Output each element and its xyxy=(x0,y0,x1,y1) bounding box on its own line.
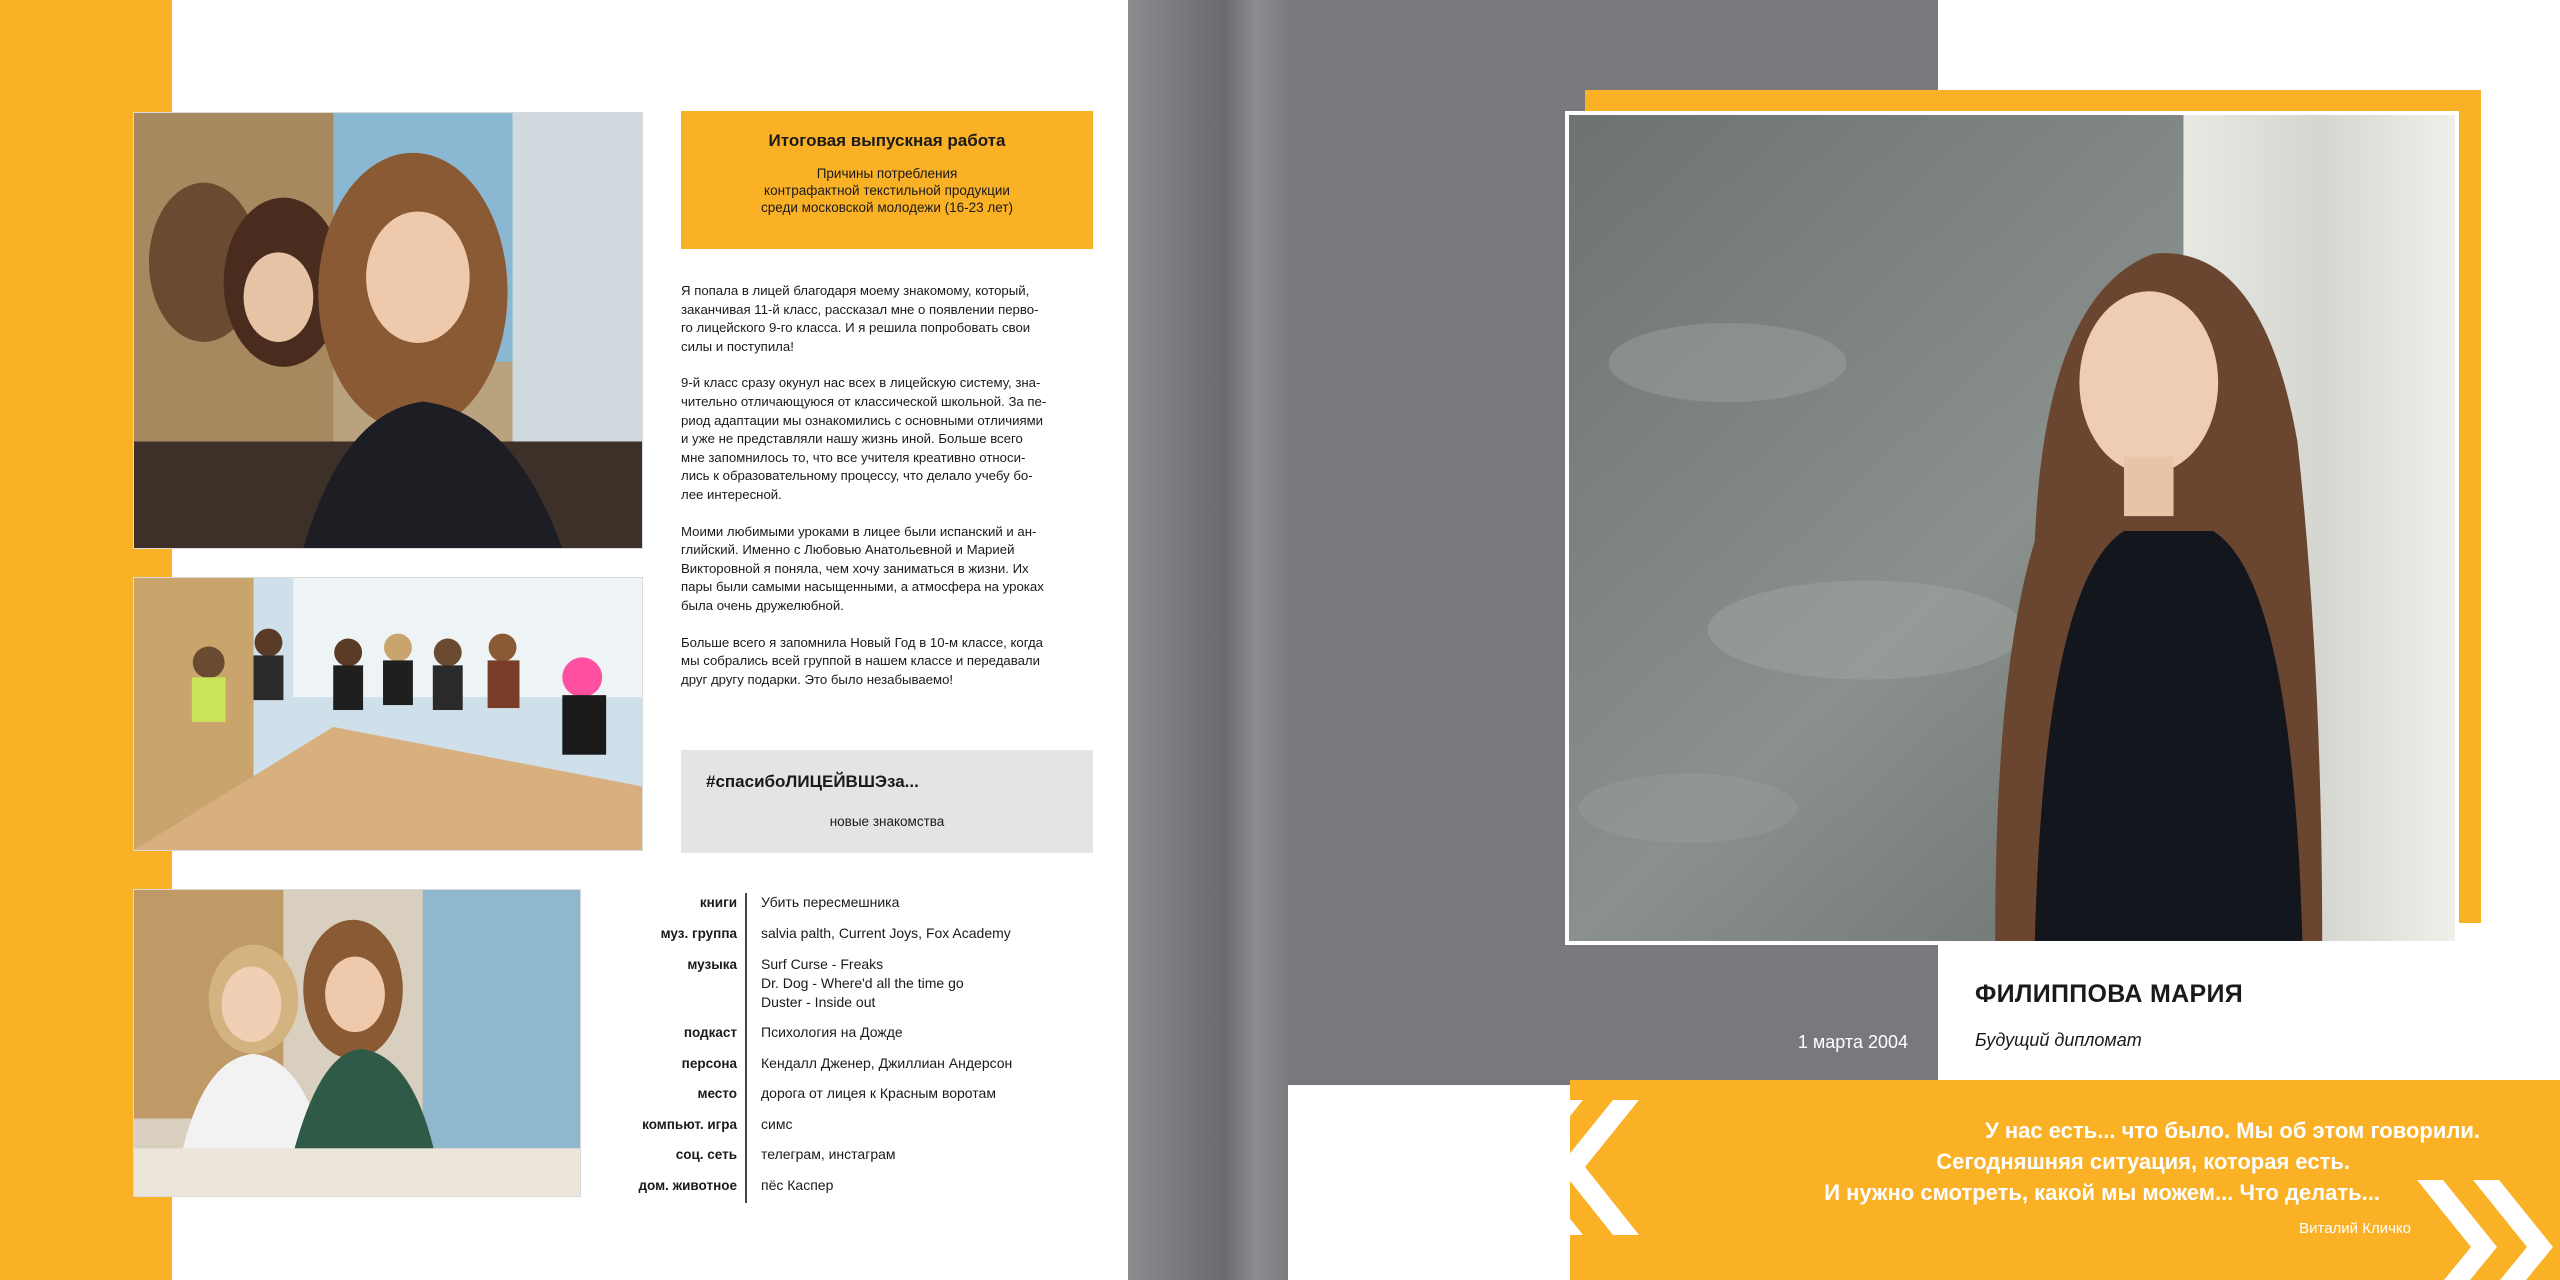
hashtag-box xyxy=(681,750,1093,853)
fact-value: Кендалл Дженер, Джиллиан Андерсон xyxy=(761,1055,1013,1071)
chevron-right-icon xyxy=(2415,1180,2560,1280)
quote-author: Виталий Кличко xyxy=(2299,1220,2411,1237)
thesis-title: Итоговая выпускная работа xyxy=(768,131,1006,150)
fact-key: подкаст xyxy=(683,1025,737,1040)
quote-line: У нас есть... что было. Мы об этом говорили. xyxy=(1985,1118,2480,1143)
fact-key: место xyxy=(697,1086,737,1101)
fact-key: компьют. игра xyxy=(642,1117,737,1132)
fact-key: соц. сеть xyxy=(675,1147,737,1162)
book-gutter xyxy=(1128,0,1288,1280)
fact-value: телеграм, инстаграм xyxy=(761,1146,896,1162)
essay-paragraph: 9-й класс сразу окунул нас всех в лицейскую систему, зна- чительно отличающуюся от классической школьной. За пе- риод адаптации мы ознакомились с основными отличиями и уже не представляли нашу жизнь иной. Больше всего мне запомнилось то, что все учителя креативно относи- лись к образовательному процессу, что делало учебу бо- лее интересной. xyxy=(681,375,1047,502)
facts-divider xyxy=(745,893,747,1203)
thesis-box xyxy=(681,111,1093,249)
essay-paragraph: Больше всего я запомнила Новый Год в 10-м классе, когда мы собрались всей группой в нашем классе и передавали друг другу подарки. Это было незабываемо! xyxy=(681,634,1044,687)
fact-key: книги xyxy=(699,895,737,910)
fact-key: дом. животное xyxy=(638,1178,737,1193)
fact-value: пёс Каспер xyxy=(761,1177,834,1193)
essay-paragraph: Я попала в лицей благодаря моему знакомому, который, заканчивая 11-й класс, рассказал мне о появлении перво- го лицейского 9-го класса. И я решила попробовать свои силы и поступила! xyxy=(681,283,1039,354)
thesis-topic: Причины потребления контрафактной текстильной продукции среди московской молодежи (16-23 лет) xyxy=(760,166,1014,215)
fact-key: персона xyxy=(681,1056,737,1071)
quote-text xyxy=(1580,1115,2480,1208)
fact-key: музыка xyxy=(687,957,737,972)
essay-text xyxy=(681,282,1096,707)
fact-value: дорога от лицея к Красным воротам xyxy=(761,1085,996,1101)
portrait-photo xyxy=(1565,111,2459,945)
student-profession: Будущий дипломат xyxy=(1975,1030,2142,1050)
fact-value: симс xyxy=(761,1116,793,1132)
photo-classroom-girls xyxy=(133,112,643,549)
essay-paragraph: Моими любимыми уроками в лицее были испанский и ан- глийский. Именно с Любовью Анатольевной и Марией Викторовной я поняла, чем хочу заниматься в жизни. Их пары были самыми насыщенными, а атмосфера на уроках была очень дружелюбной. xyxy=(681,523,1044,613)
student-name: ФИЛИППОВА МАРИЯ xyxy=(1975,980,2244,1008)
photo-group-at-desks xyxy=(133,577,643,851)
fact-value: Убить пересмешника xyxy=(761,894,900,910)
quote-line: Сегодняшняя ситуация, которая есть. xyxy=(1936,1149,2350,1174)
photo-two-girls xyxy=(133,889,581,1197)
hashtag-text: новые знакомства xyxy=(829,814,945,829)
fact-value: Surf Curse - Freaks Dr. Dog - Where'd all the time go Duster - Inside out xyxy=(761,956,964,1010)
hashtag-title: #спасибоЛИЦЕЙВШЭза... xyxy=(706,772,919,791)
fact-value: Психология на Дожде xyxy=(761,1024,903,1040)
birthdate: 1 марта 2004 xyxy=(1797,1032,1908,1052)
quote-line: И нужно смотреть, какой мы можем... Что делать... xyxy=(1824,1180,2380,1205)
fact-value: salvia palth, Current Joys, Fox Academy xyxy=(761,925,1011,941)
fact-key: муз. группа xyxy=(660,926,737,941)
